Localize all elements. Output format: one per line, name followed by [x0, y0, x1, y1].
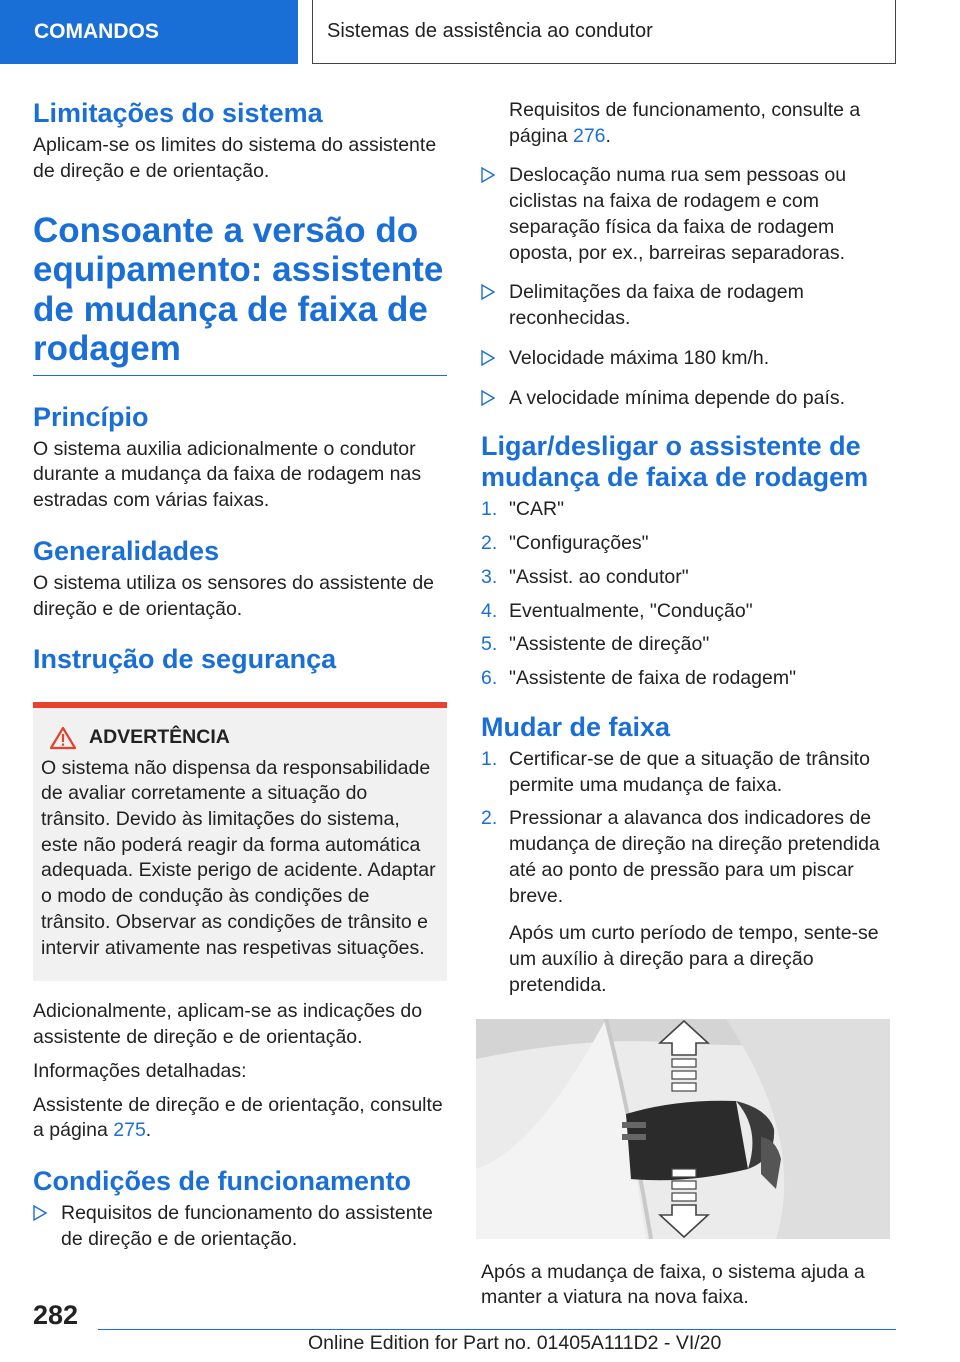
- adicional-text: Adicionalmente, aplicam-se as indicações do assistente de direção e de orientação.: [33, 1000, 423, 1049]
- list-item: [481, 599, 895, 625]
- left-column: [33, 98, 447, 1267]
- page-link-276[interactable]: 276: [572, 124, 606, 147]
- list-item: [481, 666, 895, 692]
- list-item-text: Requisitos de funcionamento do assistente de direção e de orientação.: [61, 1202, 433, 1250]
- warning-title: ADVERTÊNCIA: [89, 726, 230, 749]
- footer-divider: [98, 1329, 896, 1330]
- list-item: [481, 280, 895, 331]
- page-number: 282: [33, 1300, 79, 1330]
- list-item-text: Velocidade máxima 180 km/h.: [509, 346, 770, 369]
- figure-caption: Após a mudança de faixa, o sistema ajuda a manter a viatura na nova faixa.: [481, 1260, 865, 1309]
- bullet-triangle-icon: [481, 390, 495, 406]
- step-number: 2.: [481, 807, 498, 830]
- reference-text: Assistente de direção e de orientação, consulte a página: [33, 1093, 443, 1142]
- warning-header: [49, 726, 439, 750]
- page-link-275[interactable]: 275: [113, 1119, 146, 1142]
- right-column: [481, 98, 895, 1325]
- reference-paragraph: [33, 1093, 447, 1144]
- step-text: "Assist. ao condutor": [509, 565, 689, 588]
- mudar-steps: [481, 747, 895, 909]
- step-number: 3.: [481, 565, 498, 588]
- step-number: 4.: [481, 599, 498, 622]
- list-item: [481, 747, 895, 798]
- bullet-triangle-icon: [481, 350, 495, 366]
- list-item: [481, 497, 895, 523]
- bullet-triangle-icon: [481, 167, 495, 183]
- limitacoes-heading: Limitações do sistema: [33, 98, 323, 128]
- continued-text: Requisitos de funcionamento, consulte a página: [509, 99, 861, 147]
- step-number: 2.: [481, 532, 498, 555]
- list-item: [481, 806, 895, 909]
- list-item: [481, 386, 895, 412]
- principio-text: O sistema auxilia adicionalmente o condutor durante a mudança da faixa de rodagem nas estradas com várias faixas.: [33, 437, 422, 512]
- ligar-steps: [481, 497, 895, 691]
- list-item: [481, 346, 895, 372]
- step-text: "Assistente de direção": [509, 633, 710, 656]
- continued-end: .: [605, 124, 611, 147]
- info-text: Informações detalhadas:: [33, 1059, 247, 1082]
- list-item: [481, 565, 895, 591]
- bullet-triangle-icon: [33, 1205, 47, 1221]
- continued-paragraph: [481, 98, 895, 149]
- section-label: COMANDOS: [34, 20, 159, 43]
- warning-triangle-icon: [49, 726, 77, 750]
- seguranca-heading: Instrução de segurança: [33, 644, 337, 675]
- limitacoes-text: Aplicam-se os limites do sistema do assistente de direção e de orientação.: [33, 134, 437, 182]
- step-number: 1.: [481, 498, 498, 521]
- list-item: [481, 163, 895, 266]
- list-item-text: A velocidade mínima depende do país.: [509, 386, 846, 409]
- bullet-triangle-icon: [481, 284, 495, 300]
- chapter-header: [312, 0, 896, 64]
- section-tab: [0, 0, 298, 64]
- principio-heading: Princípio: [33, 401, 149, 432]
- step-text: Pressionar a alavanca dos indicadores de mudança de direção na direção pretendida até ao ponto de pressão para um piscar breve.: [509, 807, 880, 907]
- step-number: 6.: [481, 667, 498, 690]
- mudar-after-text: Após um curto período de tempo, sente-se um auxílio à direção para a direção pretendida.: [509, 922, 879, 996]
- step-text: "CAR": [509, 498, 565, 521]
- ligar-heading: Ligar/desligar o assistente de mudança de faixa de rodagem: [481, 431, 869, 493]
- condicoes-list: [33, 1201, 447, 1252]
- step-number: 5.: [481, 633, 498, 656]
- mudar-heading: Mudar de faixa: [481, 711, 671, 742]
- main-heading: Consoante a versão do equipamento: assistente de mudança de faixa de rodagem: [33, 211, 447, 376]
- turn-signal-lever-illustration: [476, 1019, 890, 1239]
- warning-text: O sistema não dispensa da responsabilidade de avaliar corretamente a situação do trânsito. Devido às limitações do sistema, este não poderá reagir da forma automática adequada. Existe perigo de acidente. Adaptar o modo de condução às condições de trânsito. Observar as condições de trânsito e intervir ativamente nas respetivas situações.: [41, 756, 436, 959]
- footer-edition: Online Edition for Part no. 01405A111D2 - VI/20: [308, 1332, 722, 1354]
- generalidades-text: O sistema utiliza os sensores do assistente de direção e de orientação.: [33, 572, 435, 620]
- step-text: "Configurações": [509, 532, 649, 555]
- reference-end: .: [145, 1119, 152, 1142]
- list-item-text: Delimitações da faixa de rodagem reconhecidas.: [509, 281, 804, 330]
- list-item-text: Deslocação numa rua sem pessoas ou ciclistas na faixa de rodagem e com separação física da faixa de rodagem oposta, por ex., barreiras separadoras.: [509, 164, 847, 264]
- list-item: [481, 531, 895, 557]
- list-item: [33, 1201, 447, 1252]
- step-text: Certificar-se de que a situação de trânsito permite uma mudança de faixa.: [509, 747, 870, 796]
- step-text: "Assistente de faixa de rodagem": [509, 667, 797, 690]
- step-number: 1.: [481, 747, 498, 770]
- step-text: Eventualmente, "Condução": [509, 599, 753, 622]
- chapter-title: Sistemas de assistência ao condutor: [327, 20, 653, 42]
- condicoes-heading: Condições de funcionamento: [33, 1166, 412, 1197]
- list-item: [481, 632, 895, 658]
- requisitos-list: [481, 163, 895, 411]
- warning-box: [33, 702, 447, 982]
- generalidades-heading: Generalidades: [33, 535, 220, 566]
